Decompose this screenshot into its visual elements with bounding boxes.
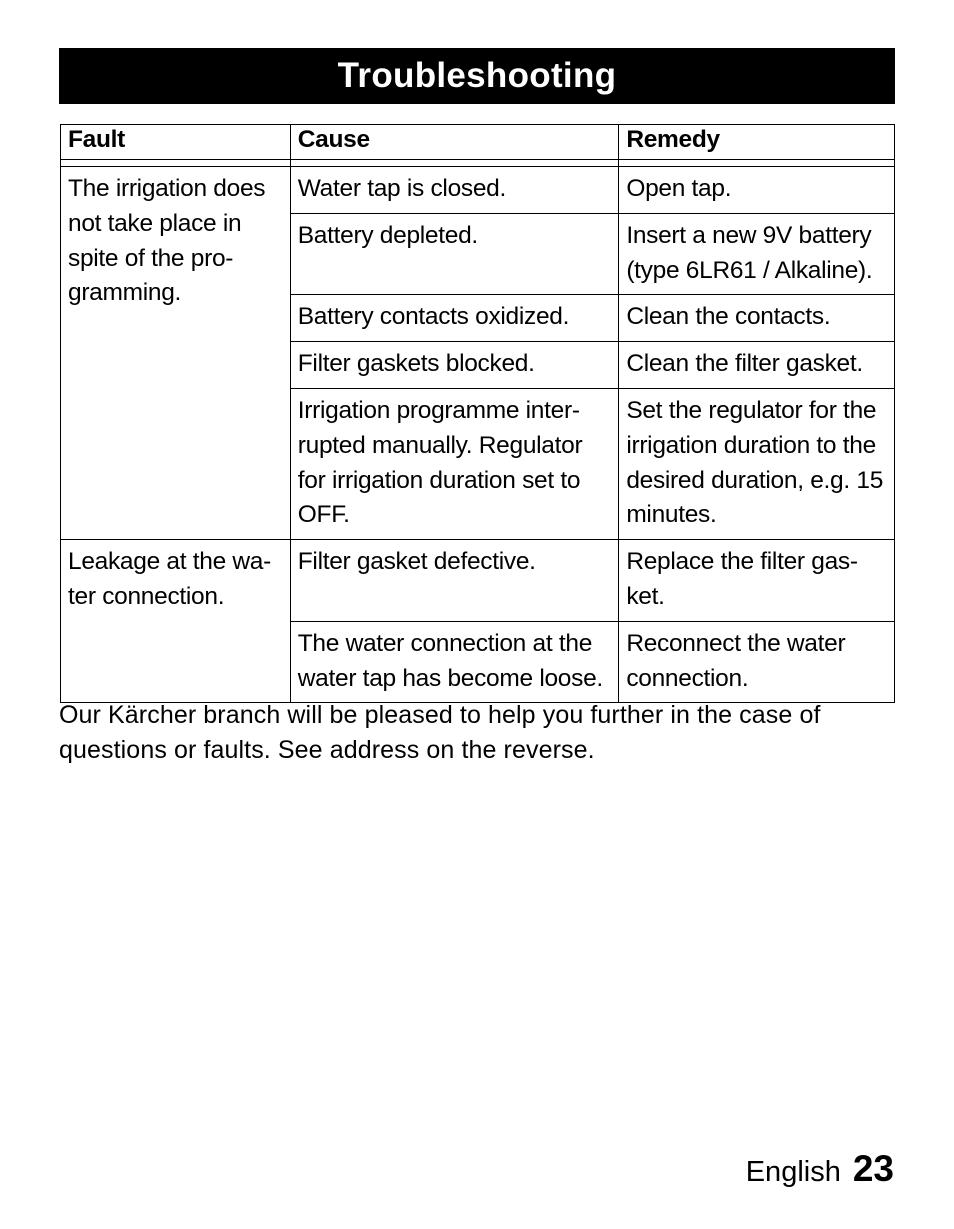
help-note: Our Kärcher branch will be pleased to help you further in the case of questions or faults. See address on the reverse. bbox=[59, 701, 821, 764]
page-title: Troubleshooting bbox=[59, 48, 895, 104]
fault-cell: Leakage at the wa-ter connection. bbox=[61, 540, 291, 703]
cause-cell: Water tap is closed. bbox=[290, 167, 619, 214]
cause-cell: Battery depleted. bbox=[290, 213, 619, 295]
page-number: 23 bbox=[852, 1148, 894, 1189]
language-label: English bbox=[745, 1156, 841, 1188]
remedy-cell: Clean the contacts. bbox=[619, 295, 895, 342]
cause-cell: Filter gaskets blocked. bbox=[290, 342, 619, 389]
header-fault: Fault bbox=[61, 125, 291, 160]
remedy-cell: Replace the filter gas-ket. bbox=[619, 540, 895, 622]
header-remedy: Remedy bbox=[619, 125, 895, 160]
header-cause: Cause bbox=[290, 125, 619, 160]
remedy-cell: Open tap. bbox=[619, 167, 895, 214]
fault-cell: The irrigation does not take place in spite of the pro-gramming. bbox=[61, 167, 291, 540]
cause-cell: The water connection at the water tap has become loose. bbox=[290, 621, 619, 703]
table-header-row bbox=[61, 125, 895, 160]
remedy-cell: Clean the filter gasket. bbox=[619, 342, 895, 389]
cause-cell: Battery contacts oxidized. bbox=[290, 295, 619, 342]
remedy-cell: Insert a new 9V battery (type 6LR61 / Alkaline). bbox=[619, 213, 895, 295]
troubleshooting-table bbox=[60, 124, 895, 703]
remedy-cell: Reconnect the water connection. bbox=[619, 621, 895, 703]
cause-cell: Irrigation programme inter-rupted manually. Regulator for irrigation duration set to OFF. bbox=[290, 388, 619, 539]
remedy-cell: Set the regulator for the irrigation duration to the desired duration, e.g. 15 minutes. bbox=[619, 388, 895, 539]
cause-cell: Filter gasket defective. bbox=[290, 540, 619, 622]
header-spacer-row bbox=[61, 160, 895, 167]
page-footer bbox=[746, 1148, 894, 1190]
table-row bbox=[61, 167, 895, 214]
table-row bbox=[61, 540, 895, 622]
